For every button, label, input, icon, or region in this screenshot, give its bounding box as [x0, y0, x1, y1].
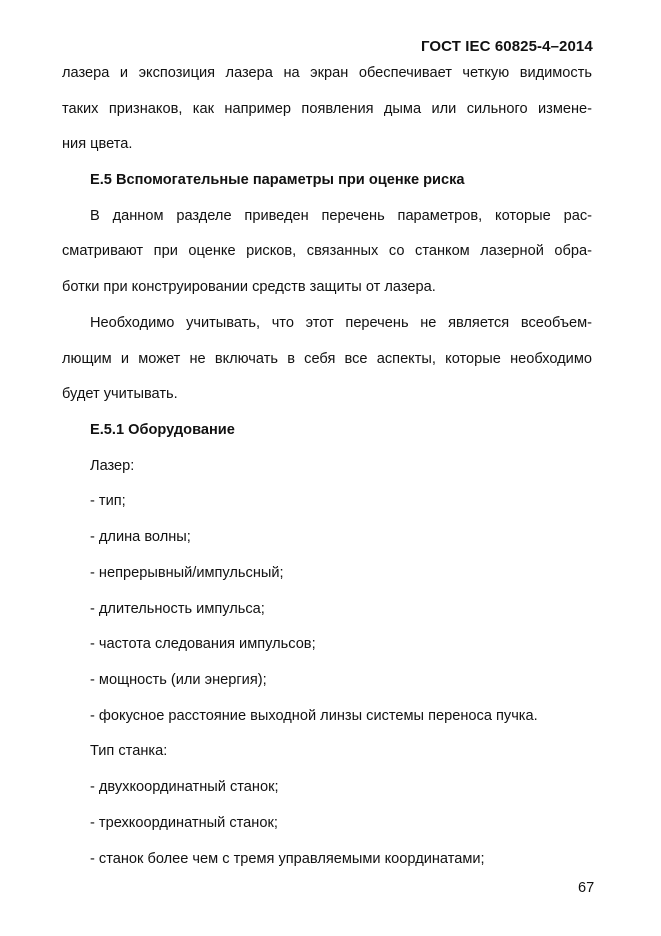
list-item: - двухкоординатный станок;: [90, 779, 279, 795]
standard-header: ГОСТ IEC 60825-4–2014: [421, 38, 593, 55]
list-item: - трехкоординатный станок;: [90, 815, 278, 831]
paragraph-line: ния цвета.: [62, 136, 133, 152]
paragraph-line: лазера и экспозиция лазера на экран обеспечивает четкую видимость: [62, 65, 592, 81]
paragraph-line: В данном разделе приведен перечень параметров, которые рас-: [90, 208, 592, 224]
list-item: - фокусное расстояние выходной линзы системы переноса пучка.: [90, 708, 538, 724]
machine-type-label: Тип станка:: [90, 743, 168, 759]
section-heading-e5: Е.5 Вспомогательные параметры при оценке риска: [90, 172, 465, 188]
list-item: - частота следования импульсов;: [90, 636, 316, 652]
page-number: 67: [578, 880, 595, 896]
paragraph-line: таких признаков, как например появления дыма или сильного измене-: [62, 101, 592, 117]
laser-label: Лазер:: [90, 458, 135, 474]
list-item: - мощность (или энергия);: [90, 672, 267, 688]
list-item: - длительность импульса;: [90, 601, 265, 617]
paragraph-line: Необходимо учитывать, что этот перечень не является всеобъем-: [90, 315, 592, 331]
section-heading-e51: Е.5.1 Оборудование: [90, 422, 235, 438]
list-item: - непрерывный/импульсный;: [90, 565, 284, 581]
list-item: - станок более чем с тремя управляемыми координатами;: [90, 851, 485, 867]
paragraph-line: сматривают при оценке рисков, связанных со станком лазерной обра-: [62, 243, 592, 259]
list-item: - длина волны;: [90, 529, 191, 545]
paragraph-line: лющим и может не включать в себя все аспекты, которые необходимо: [62, 351, 592, 367]
list-item: - тип;: [90, 493, 126, 509]
paragraph-line: ботки при конструировании средств защиты от лазера.: [62, 279, 436, 295]
paragraph-line: будет учитывать.: [62, 386, 178, 402]
